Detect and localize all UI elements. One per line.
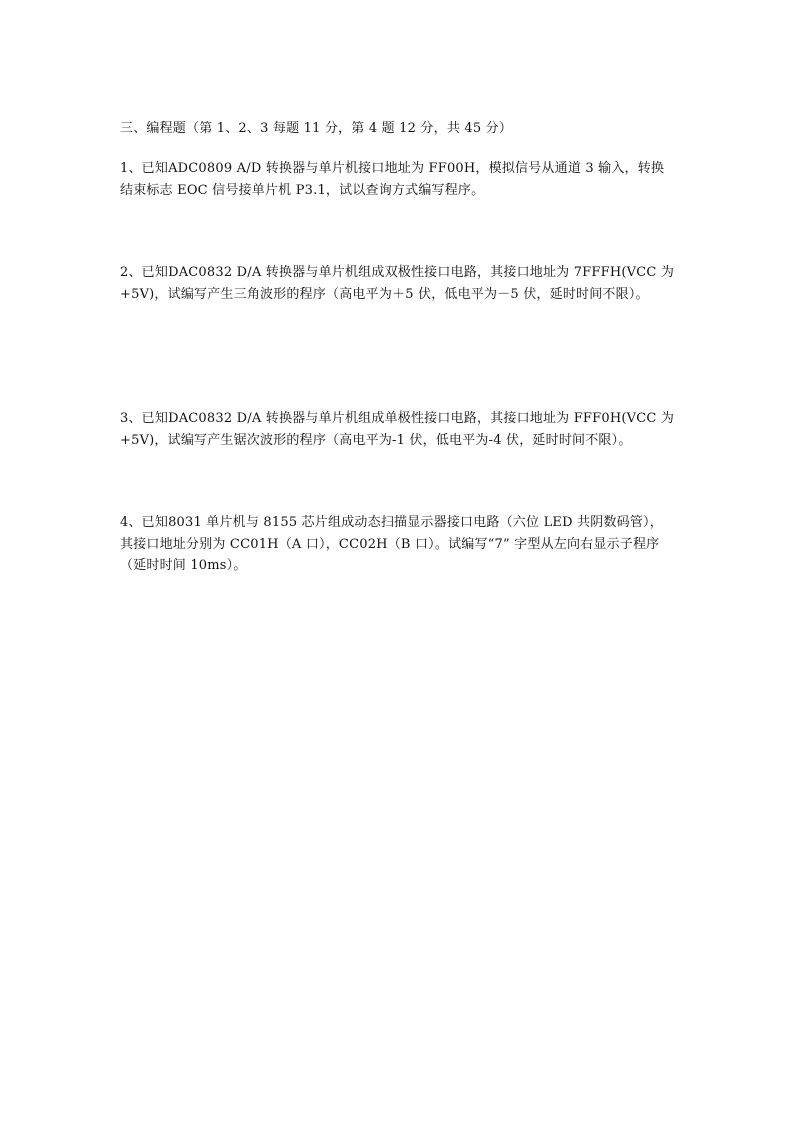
section-heading: 三、编程题（第 1、2、3 每题 11 分，第 4 题 12 分，共 45 分） xyxy=(120,121,513,136)
question-2-line-1: 2、已知DAC0832 D/A 转换器与单片机组成双极性接口电路，其接口地址为 7FFFH(VCC 为 xyxy=(120,265,675,280)
question-2-line-2: +5V)，试编写产生三角波形的程序（高电平为＋5 伏，低电平为－5 伏，延时时间不限）。 xyxy=(120,287,649,302)
question-4-line-1: 4、已知8031 单片机与 8155 芯片组成动态扫描显示器接口电路（六位 LED 共阴数码管）， xyxy=(120,515,663,530)
question-4-line-3: （延时时间 10ms）。 xyxy=(120,558,247,573)
question-4-line-2: 其接口地址分别为 CC01H（A 口），CC02H（B 口）。试编写“7” 字型从左向右显示子程序 xyxy=(120,537,660,552)
question-3-line-1: 3、已知DAC0832 D/A 转换器与单片机组成单极性接口电路，其接口地址为 FFF0H(VCC 为 xyxy=(120,411,675,426)
question-1-line-2: 结束标志 EOC 信号接单片机 P3.1，试以查询方式编写程序。 xyxy=(120,183,485,198)
question-3-line-2: +5V)，试编写产生锯次波形的程序（高电平为-1 伏，低电平为-4 伏，延时时间不限）。 xyxy=(120,433,632,448)
question-1-line-1: 1、已知ADC0809 A/D 转换器与单片机接口地址为 FF00H，模拟信号从通道 3 输入，转换 xyxy=(120,161,665,176)
